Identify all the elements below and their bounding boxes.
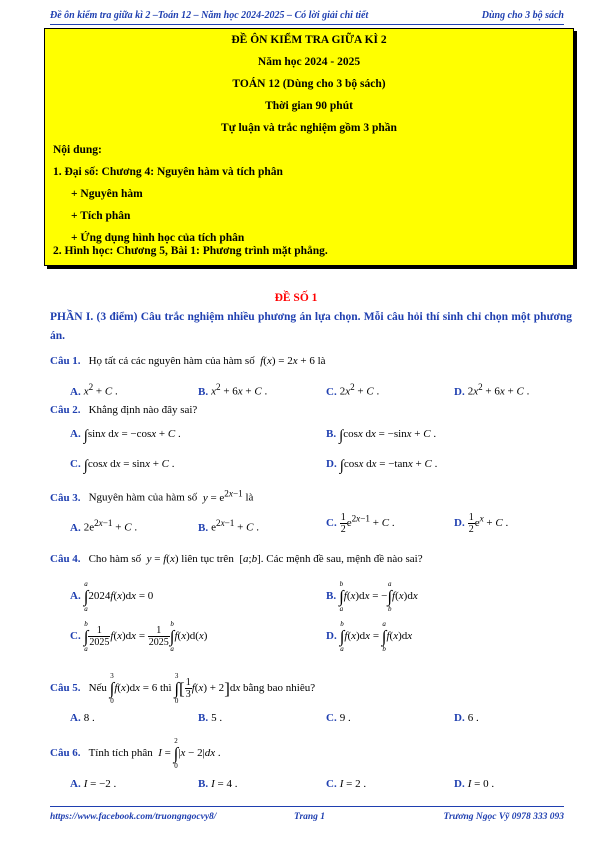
q5-option-a[interactable]: A. 8 . <box>70 712 95 724</box>
box-sub1: + Nguyên hàm <box>71 188 143 200</box>
q5-tail: bằng bao nhiêu? <box>243 682 316 695</box>
box-year: Năm học 2024 - 2025 <box>257 56 361 68</box>
box-item2: 2. Hình học: Chương 5, Bài 1: Phương trình mặt phẳng. <box>53 245 328 257</box>
box-subject: TOÁN 12 (Dùng cho 3 bộ sách) <box>232 78 386 90</box>
footer-link[interactable]: https://www.facebook.com/truongngocvy8/ <box>50 812 217 822</box>
q1-option-d[interactable]: D. $2x^2 + 6x + C$ . <box>454 382 530 398</box>
q3-number: Câu 3. <box>50 491 81 504</box>
box-content-label: Nội dung: <box>53 144 102 156</box>
q4-number: Câu 4. <box>50 553 81 565</box>
q4-mid: liên tục trên <box>181 553 234 565</box>
exam-number: ĐỀ SỐ 1 <box>274 292 318 304</box>
q6-option-b[interactable]: B. I = 4 . <box>198 778 238 790</box>
q2-option-a[interactable]: A. ∫sinx dx = −cosx + C . <box>70 428 181 444</box>
q2-option-d[interactable]: D. ∫cosx dx = −tanx + C . <box>326 458 438 474</box>
q3-formula: $y = e^{2x-1}$ <box>202 488 243 504</box>
q1-option-c[interactable]: C. $2x^2 + C$ . <box>326 382 380 398</box>
q1-option-a[interactable]: A. $x^2 + C$ . <box>70 382 118 398</box>
q1-text: Họ tất cả các nguyên hàm của hàm số <box>88 355 255 367</box>
box-format: Tự luận và trắc nghiệm gồm 3 phần <box>221 122 397 134</box>
q4-formula: y = f(x) <box>146 553 182 565</box>
box-item1: 1. Đại số: Chương 4: Nguyên hàm và tích phân <box>53 166 283 178</box>
q4-tail: . Các mệnh đề sau, mệnh đề nào sai? <box>260 553 423 565</box>
box-title: ĐỀ ÔN KIỂM TRA GIỮA KÌ 2 <box>231 34 387 46</box>
q5-given: 3 ∫ 0f(x)dx = 6 <box>109 672 160 705</box>
q3-tail: là <box>245 491 254 504</box>
q5-option-b[interactable]: B. 5 . <box>198 712 223 724</box>
question-4 <box>50 553 423 565</box>
q5-mid: thì <box>159 682 172 695</box>
q4-option-d[interactable]: D.b ∫ af(x)dx = a ∫ bf(x)dx <box>326 620 413 653</box>
q2-number: Câu 2. <box>50 404 81 416</box>
header-left: Đề ôn kiểm tra giữa kì 2 –Toán 12 – Năm học 2024-2025 – Có lời giải chi tiết <box>50 10 369 21</box>
q4-option-b[interactable]: B.b ∫ af(x)dx = −a ∫ bf(x)dx <box>326 580 418 613</box>
q6-text: Tính tích phân <box>88 747 153 760</box>
q3-text: Nguyên hàm của hàm số <box>88 491 198 504</box>
q2-option-c[interactable]: C. ∫cosx dx = sinx + C . <box>70 458 175 474</box>
q4-option-c[interactable]: C.b ∫ a $\frac{1}{2025}$ f(x)dx = $\frac{1}{2025}$ b ∫ af(x)d(x) <box>70 620 208 653</box>
footer-author: Trương Ngọc Vỹ 0978 333 093 <box>443 812 564 822</box>
q3-option-a[interactable]: A. $2e^{2x-1} + C$ . <box>70 518 138 534</box>
q5-expr: 3 ∫ 0[ $\frac{1}{3}$ f(x) + 2]dx <box>174 672 241 705</box>
q2-option-b[interactable]: B. ∫cosx dx = −sinx + C . <box>326 428 437 444</box>
q5-option-d[interactable]: D. 6 . <box>454 712 479 724</box>
q2-text: Khẳng định nào đây sai? <box>88 404 198 416</box>
part1-heading: PHẦN I. (3 điểm) Câu trắc nghiệm nhiều phương án lựa chọn. Mỗi câu hỏi thí sinh chỉ chọn một phương án. <box>50 311 572 342</box>
q4-interval: [a;b] <box>236 553 261 565</box>
q4-option-a[interactable]: A.a ∫ a2024f(x)dx = 0 <box>70 580 154 613</box>
q3-option-d[interactable]: D. $\frac{1}{2}$ $e^x + C$ . <box>454 512 509 535</box>
page-header <box>50 10 564 25</box>
q1-option-b[interactable]: B. $x^2 + 6x + C$ . <box>198 382 268 398</box>
question-2 <box>50 404 197 416</box>
q6-formula: I = 2 ∫ 0|x − 2|dx . <box>158 737 221 770</box>
q5-text: Nếu <box>88 682 107 695</box>
q6-option-a[interactable]: A. I = −2 . <box>70 778 117 790</box>
q6-number: Câu 6. <box>50 747 81 760</box>
q3-option-c[interactable]: C. $\frac{1}{2}$ $e^{2x-1} + C$ . <box>326 512 395 535</box>
question-1 <box>50 355 326 367</box>
q6-option-d[interactable]: D. I = 0 . <box>454 778 495 790</box>
q4-text: Cho hàm số <box>88 553 142 565</box>
box-sub2: + Tích phân <box>71 210 131 222</box>
q3-option-b[interactable]: B. $e^{2x-1} + C$ . <box>198 518 259 534</box>
question-3 <box>50 488 253 504</box>
q6-option-c[interactable]: C. I = 2 . <box>326 778 367 790</box>
exam-info-box <box>44 28 574 266</box>
question-6 <box>50 737 221 770</box>
question-5 <box>50 672 315 705</box>
q1-formula: f(x) = 2x + 6 <box>260 355 318 367</box>
page-footer <box>50 806 564 823</box>
box-sub3: + Ứng dụng hình học của tích phân <box>71 232 245 244</box>
q5-option-c[interactable]: C. 9 . <box>326 712 351 724</box>
box-time: Thời gian 90 phút <box>265 100 353 112</box>
q1-number: Câu 1. <box>50 355 81 367</box>
q5-number: Câu 5. <box>50 682 81 695</box>
header-right: Dùng cho 3 bộ sách <box>481 10 564 21</box>
footer-page: Trang 1 <box>294 812 326 822</box>
q1-tail: là <box>317 355 326 367</box>
